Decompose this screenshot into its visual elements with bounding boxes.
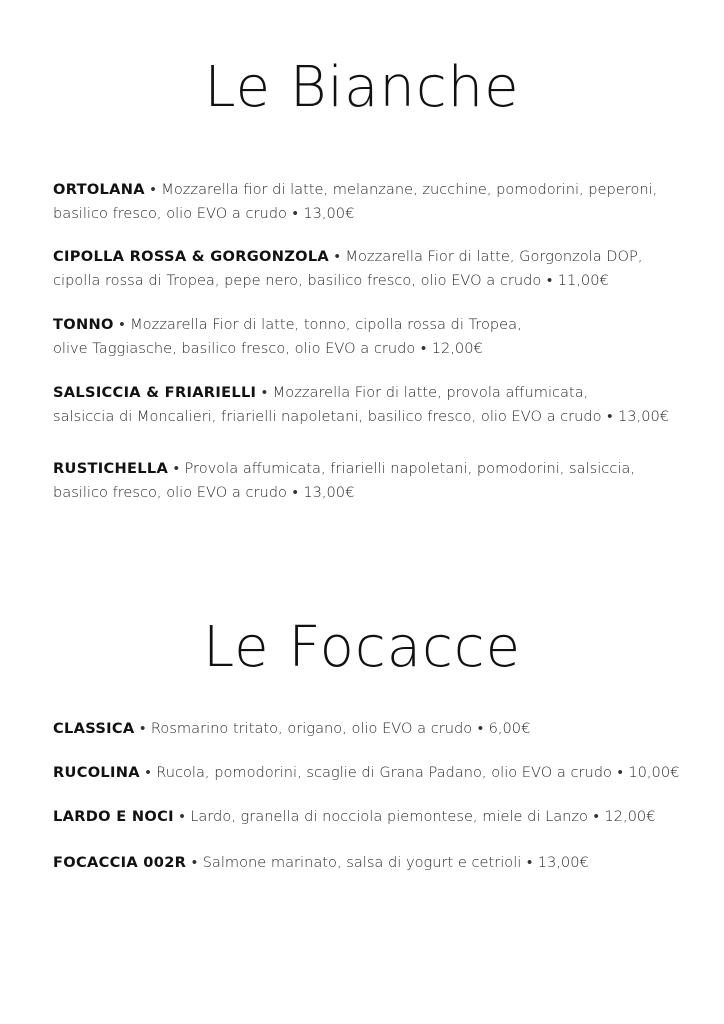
- menu-item-line: [53, 805, 693, 829]
- separator-dot: •: [420, 340, 427, 357]
- separator-dot: •: [546, 272, 553, 289]
- menu-item-line: [53, 313, 693, 337]
- item-name: TONNO: [53, 316, 114, 333]
- item-description: Rucola, pomodorini, scaglie di Grana Padano, olio EVO a crudo: [156, 764, 612, 781]
- menu-item-rustichella: [53, 457, 693, 505]
- item-price: 13,00€: [537, 854, 589, 871]
- menu-item-line: [53, 481, 693, 505]
- separator-dot: •: [173, 460, 179, 477]
- separator-dot: •: [140, 720, 146, 737]
- item-description: Mozzarella Fior di latte, provola affumicata,: [272, 384, 589, 401]
- menu-item-ortolana: [53, 178, 693, 226]
- item-price: 12,00€: [604, 808, 656, 825]
- item-name: SALSICCIA & FRIARIELLI: [53, 384, 257, 401]
- item-description: Mozzarella Fior di latte, tonno, cipolla rossa di Tropea,: [130, 316, 522, 333]
- separator-dot: •: [119, 316, 125, 333]
- item-description: olive Taggiasche, basilico fresco, olio EVO a crudo: [53, 340, 416, 357]
- item-price: 11,00€: [557, 272, 609, 289]
- item-name: ORTOLANA: [53, 181, 145, 198]
- item-name: RUCOLINA: [53, 764, 140, 781]
- item-description: Provola affumicata, friarielli napoletani, pomodorini, salsiccia,: [184, 460, 635, 477]
- menu-item-line: [53, 202, 693, 226]
- item-description: Salmone marinato, salsa di yogurt e cetrioli: [202, 854, 522, 871]
- menu-item-lardo-e-noci: [53, 805, 693, 829]
- item-price: 13,00€: [303, 205, 355, 222]
- item-description: Mozzarella fior di latte, melanzane, zucchine, pomodorini, peperoni,: [161, 181, 658, 198]
- item-price: 12,00€: [431, 340, 483, 357]
- item-name: RUSTICHELLA: [53, 460, 169, 477]
- separator-dot: •: [526, 854, 533, 871]
- menu-item-line: [53, 269, 693, 293]
- separator-dot: •: [292, 205, 298, 222]
- item-description: Lardo, granella di nocciola piemontese, miele di Lanzo: [190, 808, 588, 825]
- item-name: FOCACCIA 002R: [53, 854, 187, 871]
- menu-item-focaccia-002r: [53, 851, 693, 875]
- menu-item-line: [53, 457, 693, 481]
- separator-dot: •: [261, 384, 268, 401]
- separator-dot: •: [191, 854, 197, 871]
- item-price: 13,00€: [618, 408, 670, 425]
- item-price: 6,00€: [488, 720, 531, 737]
- item-price: 10,00€: [628, 764, 680, 781]
- separator-dot: •: [334, 248, 340, 265]
- menu-item-classica: [53, 717, 693, 741]
- section-title-bianche: Le Bianche: [204, 55, 520, 120]
- menu-item-line: [53, 178, 693, 202]
- separator-dot: •: [607, 408, 613, 425]
- item-description: cipolla rossa di Tropea, pepe nero, basilico fresco, olio EVO a crudo: [53, 272, 542, 289]
- menu-item-line: [53, 717, 693, 741]
- item-price: 13,00€: [303, 484, 355, 501]
- separator-dot: •: [150, 181, 156, 198]
- menu-item-line: [53, 851, 693, 875]
- separator-dot: •: [145, 764, 151, 781]
- menu-item-line: [53, 337, 693, 361]
- separator-dot: •: [593, 808, 599, 825]
- item-name: CLASSICA: [53, 720, 135, 737]
- item-name: CIPOLLA ROSSA & GORGONZOLA: [53, 248, 330, 265]
- item-description: salsiccia di Moncalieri, friarielli napoletani, basilico fresco, olio EVO a crudo: [53, 408, 602, 425]
- item-description: basilico fresco, olio EVO a crudo: [53, 205, 287, 222]
- menu-item-line: [53, 761, 693, 785]
- menu-item-cipolla-rossa-gorgonzola: [53, 245, 693, 293]
- section-title-focacce: Le Focacce: [202, 615, 522, 680]
- item-description: basilico fresco, olio EVO a crudo: [53, 484, 287, 501]
- menu-item-line: [53, 245, 693, 269]
- menu-item-line: [53, 381, 693, 405]
- menu-item-rucolina: [53, 761, 693, 785]
- separator-dot: •: [292, 484, 298, 501]
- item-description: Mozzarella Fior di latte, Gorgonzola DOP,: [345, 248, 643, 265]
- separator-dot: •: [179, 808, 185, 825]
- separator-dot: •: [617, 764, 623, 781]
- item-name: LARDO E NOCI: [53, 808, 174, 825]
- item-description: Rosmarino tritato, origano, olio EVO a crudo: [150, 720, 473, 737]
- menu-item-line: [53, 405, 693, 429]
- menu-item-salsiccia-friarielli: [53, 381, 693, 429]
- menu-item-tonno: [53, 313, 693, 361]
- separator-dot: •: [477, 720, 483, 737]
